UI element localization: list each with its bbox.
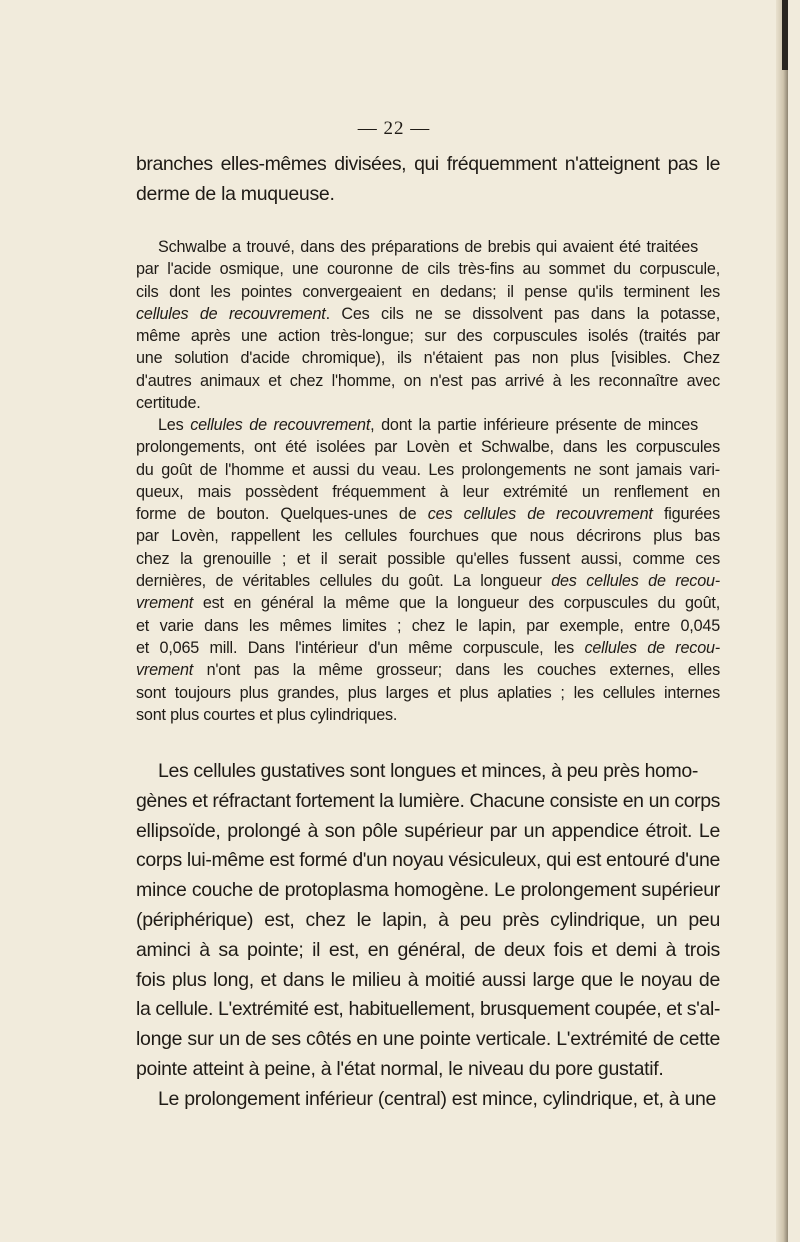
text-line: et 0,065 mill. Dans l'intérieur d'un même corpuscule, les cellules de recou-	[136, 638, 720, 657]
text-line: Le prolongement inférieur (central) est mince, cylindrique, et, à une	[158, 1088, 717, 1110]
text-line: sont toujours plus grandes, plus larges et plus aplaties ; les cellules internes	[136, 683, 720, 702]
text-line: prolongements, ont été isolées par Lovèn et Schwalbe, dans les corpuscules	[136, 438, 720, 457]
text-line: derme de la muqueuse.	[136, 182, 335, 205]
italic-term: cellules de recouvrement	[136, 304, 326, 323]
text-line: forme de bouton. Quelques-unes de ces cellules de recouvrement figurées	[136, 505, 720, 524]
text-line	[136, 303, 720, 325]
text-line: gènes et réfractant fortement la lumière. Chacune consiste en un corps	[136, 789, 720, 812]
text-line: la cellule. L'extrémité est, habituellement, brusquement coupée, et s'al-	[136, 998, 720, 1021]
text-line: Les cellules de recouvrement, dont la partie inférieure présente de minces	[158, 416, 698, 434]
text-line: longe sur un de ses côtés en une pointe verticale. L'extrémité de cette	[136, 1028, 720, 1051]
text-line: dernières, de véritables cellules du goût. La longueur des cellules de recou-	[136, 572, 720, 591]
text-line: une solution d'acide chromique), ils n'étaient pas non plus [visibles. Chez	[136, 349, 720, 368]
paragraph-prolongement-inferieur	[136, 1085, 720, 1115]
text-line: branches elles-mêmes divisées, qui fréquemment n'atteignent pas le	[136, 153, 720, 175]
text-line: certitude.	[136, 394, 201, 413]
text-line: mince couche de protoplasma homogène. Le prolongement supérieur	[136, 879, 720, 902]
page-edge	[776, 0, 788, 1242]
text-line: aminci à sa pointe; il est, en général, de deux fois et demi à trois	[136, 938, 720, 961]
text-line: ellipsoïde, prolongé à son pôle supérieur par un appendice étroit. Le	[136, 819, 720, 842]
text-line: d'autres animaux et chez l'homme, on n'est pas arrivé à les reconnaître avec	[136, 371, 720, 390]
text-line: pointe atteint à peine, à l'état normal, le niveau du pore gustatif.	[136, 1057, 664, 1080]
text-line: corps lui-même est formé d'un noyau vésiculeux, qui est entouré d'une	[136, 849, 720, 872]
text-line: chez la grenouille ; et il serait possible qu'elles fussent aussi, comme ces	[136, 549, 720, 568]
paragraph-recouvrement	[136, 414, 720, 726]
text-line: sont plus courtes et plus cylindriques.	[136, 705, 398, 724]
text-line: fois plus long, et dans le milieu à moitié aussi large que le noyau de	[136, 968, 720, 991]
text-line: vrement n'ont pas la même grosseur; dans les couches externes, elles	[136, 661, 720, 680]
text-line: cils dont les pointes convergeaient en dedans; il pense qu'ils terminent les	[136, 282, 720, 301]
page-edge-shadow	[782, 0, 788, 70]
text-line: queux, mais possèdent fréquemment à leur extrémité un renflement en	[136, 482, 720, 501]
page-number: — 22 —	[357, 118, 431, 139]
text-line: et varie dans les mêmes limites ; chez le lapin, par exemple, entre 0,045	[136, 616, 720, 635]
text-line: même après une action très-longue; sur des corpuscules isolés (traités par	[136, 327, 720, 346]
paragraph-continuation	[136, 150, 720, 210]
text-line: Les cellules gustatives sont longues et minces, à peu près homo-	[158, 760, 698, 782]
text-line: Schwalbe a trouvé, dans des préparations de brebis qui avaient été traitées	[158, 238, 698, 256]
text-line: vrement est en général la même que la longueur des corpuscules du goût,	[136, 594, 720, 613]
text-line: par Lovèn, rappellent les cellules fourchues que nous décrirons plus bas	[136, 527, 720, 546]
text-fragment: . Ces cils ne se dissolvent pas dans la potasse,	[325, 304, 720, 323]
text-line: du goût de l'homme et aussi du veau. Les prolongements ne sont jamais vari-	[136, 460, 720, 479]
paragraph-cellules-gustatives	[136, 757, 720, 1085]
paragraph-schwalbe	[136, 236, 720, 414]
text-line: (périphérique) est, chez le lapin, à peu près cylindrique, un peu	[136, 908, 720, 931]
text-line: par l'acide osmique, une couronne de cils très-fins au sommet du corpuscule,	[136, 260, 720, 279]
